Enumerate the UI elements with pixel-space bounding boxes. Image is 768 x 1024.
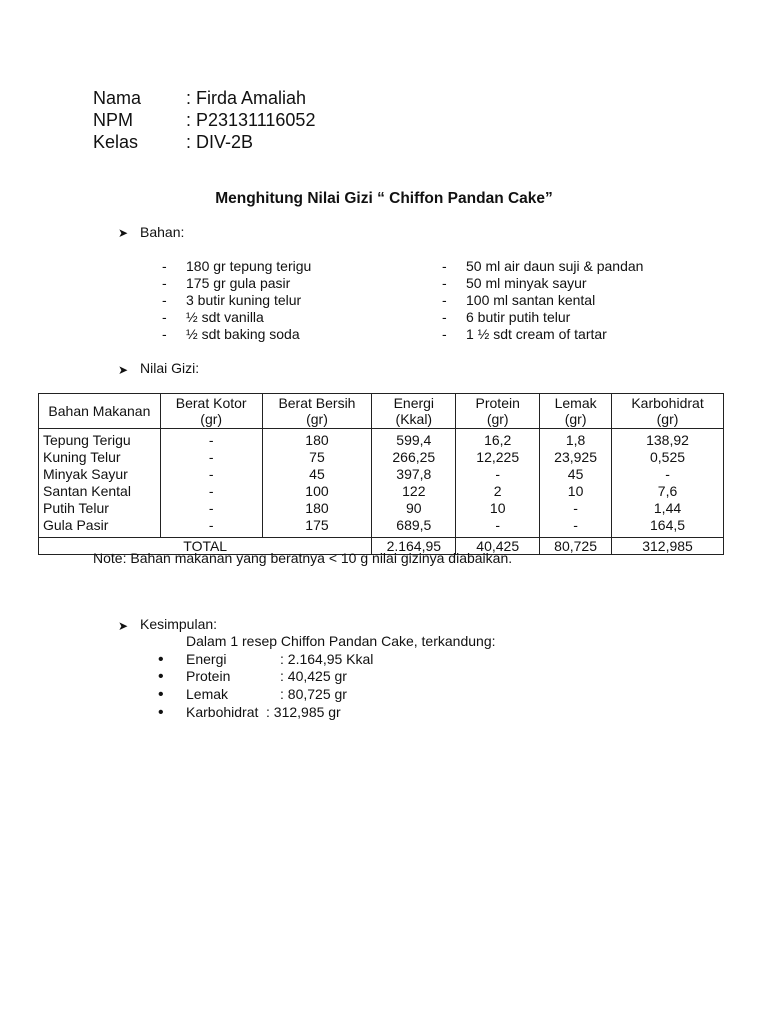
- table-note: Note: Bahan makanan yang beratnya < 10 g nilai gizinya diabaikan.: [93, 550, 513, 566]
- item-value: : 2.164,95 Kkal: [280, 651, 374, 667]
- arrow-bullet-icon: ➤: [118, 226, 129, 240]
- total-label: TOTAL: [39, 538, 372, 555]
- nilai-gizi-heading: Nilai Gizi:: [140, 360, 200, 376]
- item-label: Energi: [186, 651, 227, 667]
- item-label: Lemak: [186, 686, 229, 702]
- name-value: : Firda Amaliah: [186, 88, 307, 108]
- arrow-bullet-icon: ➤: [118, 619, 129, 633]
- list-item: [158, 668, 558, 686]
- npm-value: : P23131116052: [186, 110, 316, 130]
- table-header-row: [39, 394, 724, 429]
- item-value: : 40,425 gr: [280, 668, 347, 684]
- kesimpulan-heading: Kesimpulan:: [140, 616, 218, 632]
- total-carbohydrate: 312,985: [612, 538, 724, 555]
- nutrition-table: [38, 393, 724, 555]
- column-header: Karbohidrat (gr): [612, 394, 724, 429]
- list-item: [158, 686, 558, 704]
- gross-weight-cell: - - - - - -: [160, 429, 262, 538]
- table-body-row: [39, 429, 724, 538]
- total-fat: 80,725: [540, 538, 612, 555]
- fat-cell: 1,8 23,925 45 10 - -: [540, 429, 612, 538]
- bullet-dot-icon: •: [158, 704, 164, 721]
- column-header: Energi (Kkal): [372, 394, 456, 429]
- bullet-dot-icon: •: [158, 686, 164, 703]
- column-header: Bahan Makanan: [39, 394, 161, 429]
- item-label: Karbohidrat: [186, 704, 259, 720]
- name-label: Nama: [93, 88, 142, 108]
- kesimpulan-intro: Dalam 1 resep Chiffon Pandan Cake, terkandung:: [186, 633, 496, 649]
- total-protein: 40,425: [456, 538, 540, 555]
- item-value: : 80,725 gr: [280, 686, 347, 702]
- item-label: Protein: [186, 668, 231, 684]
- column-header: Protein (gr): [456, 394, 540, 429]
- total-energy: 2.164,95: [372, 538, 456, 555]
- protein-cell: 16,2 12,225 - 2 10 -: [456, 429, 540, 538]
- net-weight-cell: 180 75 45 100 180 175: [262, 429, 372, 538]
- list-item: [158, 704, 558, 722]
- energy-cell: 599,4 266,25 397,8 122 90 689,5: [372, 429, 456, 538]
- bahan-heading: Bahan:: [140, 224, 185, 240]
- bullet-dot-icon: •: [158, 668, 164, 685]
- column-header: Berat Kotor (gr): [160, 394, 262, 429]
- class-value: : DIV-2B: [186, 132, 254, 152]
- list-item: [158, 651, 558, 669]
- ingredient-name-cell: Tepung Terigu Kuning Telur Minyak Sayur Santan Kental Putih Telur Gula Pasir: [39, 429, 161, 538]
- class-label: Kelas: [93, 132, 139, 152]
- npm-label: NPM: [93, 110, 133, 130]
- arrow-bullet-icon: ➤: [118, 363, 129, 377]
- column-header: Lemak (gr): [540, 394, 612, 429]
- item-value: : 312,985 gr: [266, 704, 341, 720]
- carbohydrate-cell: 138,92 0,525 - 7,6 1,44 164,5: [612, 429, 724, 538]
- document-title: Menghitung Nilai Gizi “ Chiffon Pandan Cake”: [215, 190, 553, 207]
- column-header: Berat Bersih (gr): [262, 394, 372, 429]
- bullet-dot-icon: •: [158, 651, 164, 668]
